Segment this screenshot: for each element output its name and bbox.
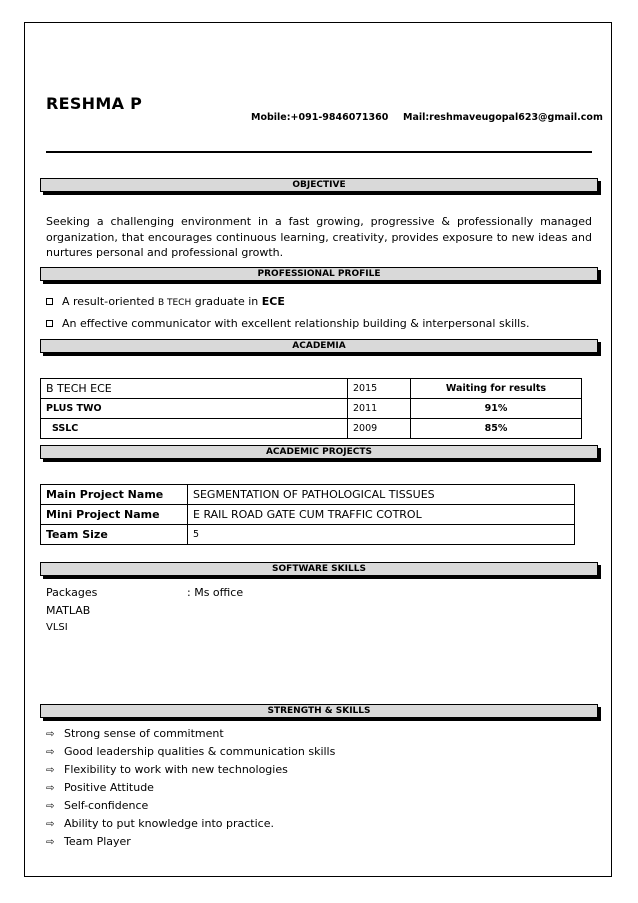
project-value: 5 bbox=[188, 525, 575, 545]
software-item-matlab: MATLAB bbox=[46, 604, 91, 617]
section-strength-skills: STRENGTH & SKILLS bbox=[40, 704, 598, 718]
profile-item-2: An effective communicator with excellent relationship building & interpersonal skills. bbox=[46, 317, 529, 331]
project-value: SEGMENTATION OF PATHOLOGICAL TISSUES bbox=[188, 485, 575, 505]
list-item: ⇨ Positive Attitude bbox=[46, 781, 154, 794]
course-cell: SSLC bbox=[41, 419, 348, 439]
mobile-number: Mobile:+091-9846071360 bbox=[251, 112, 389, 123]
arrow-right-icon: ⇨ bbox=[46, 837, 55, 848]
table-row bbox=[41, 399, 582, 419]
software-packages-value: : Ms office bbox=[187, 586, 244, 599]
table-row bbox=[41, 485, 575, 505]
list-item: ⇨ Self-confidence bbox=[46, 799, 149, 812]
email-address: Mail:reshmaveugopal623@gmail.com bbox=[403, 112, 603, 123]
arrow-right-icon: ⇨ bbox=[46, 801, 55, 812]
arrow-right-icon: ⇨ bbox=[46, 747, 55, 758]
section-academia: ACADEMIA bbox=[40, 339, 598, 353]
profile-item-1: A result-oriented B TECH graduate in ECE bbox=[46, 295, 285, 310]
section-professional-profile: PROFESSIONAL PROFILE bbox=[40, 267, 598, 281]
result-cell: Waiting for results bbox=[411, 379, 582, 399]
section-objective: OBJECTIVE bbox=[40, 178, 598, 192]
section-academic-projects: ACADEMIC PROJECTS bbox=[40, 445, 598, 459]
header-divider bbox=[46, 151, 592, 153]
section-software-skills: SOFTWARE SKILLS bbox=[40, 562, 598, 576]
software-packages-label: Packages bbox=[46, 586, 98, 599]
academia-table bbox=[40, 378, 582, 439]
result-cell: 85% bbox=[411, 419, 582, 439]
project-label: Mini Project Name bbox=[41, 505, 188, 525]
checkbox-square-icon bbox=[46, 298, 53, 305]
year-cell: 2015 bbox=[348, 379, 411, 399]
arrow-right-icon: ⇨ bbox=[46, 783, 55, 794]
software-item-vlsi: VLSI bbox=[46, 622, 68, 633]
table-row bbox=[41, 505, 575, 525]
course-cell: PLUS TWO bbox=[41, 399, 348, 419]
table-row bbox=[41, 419, 582, 439]
list-item: ⇨ Ability to put knowledge into practice. bbox=[46, 817, 274, 830]
course-cell: B TECH ECE bbox=[41, 379, 348, 399]
checkbox-square-icon bbox=[46, 320, 53, 327]
result-cell: 91% bbox=[411, 399, 582, 419]
list-item: ⇨ Flexibility to work with new technologies bbox=[46, 763, 288, 776]
list-item: ⇨ Good leadership qualities & communication skills bbox=[46, 745, 336, 758]
candidate-name: RESHMA P bbox=[46, 94, 143, 113]
project-label: Team Size bbox=[41, 525, 188, 545]
list-item: ⇨ Team Player bbox=[46, 835, 131, 848]
projects-table bbox=[40, 484, 575, 545]
arrow-right-icon: ⇨ bbox=[46, 819, 55, 830]
project-label: Main Project Name bbox=[41, 485, 188, 505]
year-cell: 2009 bbox=[348, 419, 411, 439]
list-item: ⇨ Strong sense of commitment bbox=[46, 727, 224, 740]
arrow-right-icon: ⇨ bbox=[46, 729, 55, 740]
table-row bbox=[41, 379, 582, 399]
year-cell: 2011 bbox=[348, 399, 411, 419]
project-value: E RAIL ROAD GATE CUM TRAFFIC COTROL bbox=[188, 505, 575, 525]
objective-text: Seeking a challenging environment in a fast growing, progressive & professionally managed organization, that encourages continuous learning, creativity, provides exposure to new ideas and nurtures personal and professional growth. bbox=[46, 215, 592, 259]
arrow-right-icon: ⇨ bbox=[46, 765, 55, 776]
table-row bbox=[41, 525, 575, 545]
